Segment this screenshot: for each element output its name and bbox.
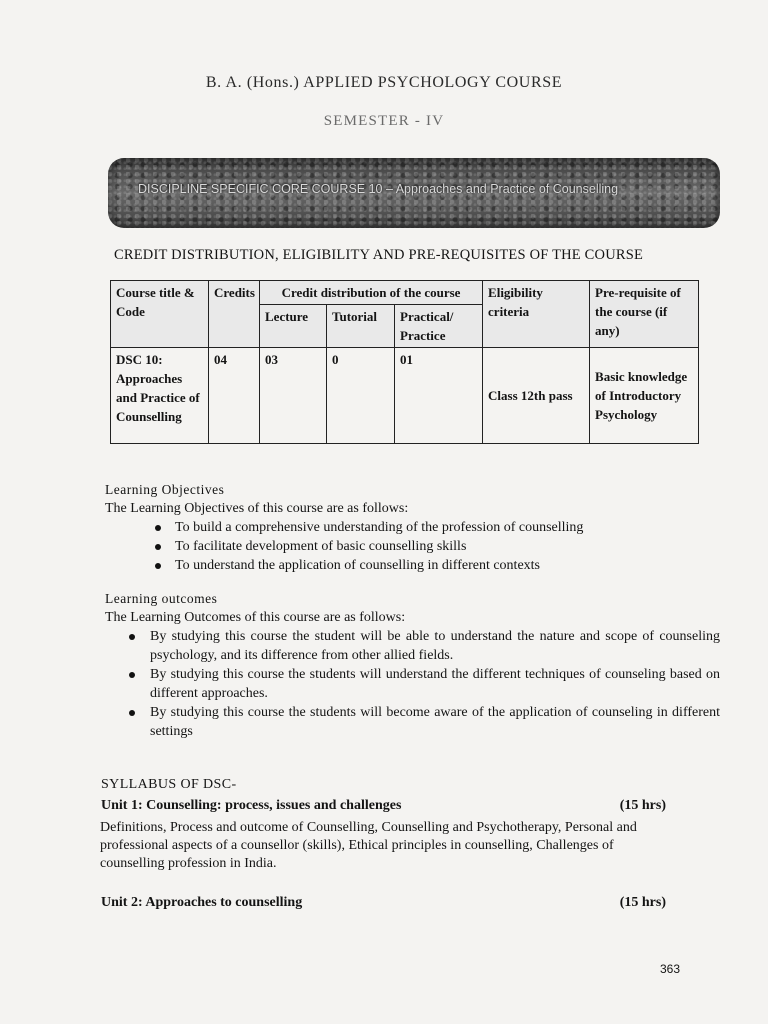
syllabus-heading: SYLLABUS OF DSC- <box>101 777 237 792</box>
header-course-title: Course title & Code <box>111 281 209 348</box>
header-credit-distribution: Credit distribution of the course <box>260 281 483 305</box>
list-item: By studying this course the students will understand the different techniques of counseling based on different approaches. <box>105 665 720 703</box>
document-title: B. A. (Hons.) APPLIED PSYCHOLOGY COURSE <box>205 74 563 91</box>
unit-1-text-b: , Ethical principles in counselling, Challenges of counselling profession in India. <box>100 838 614 871</box>
header-eligibility: Eligibility criteria <box>483 281 590 348</box>
credit-section-heading: CREDIT DISTRIBUTION, ELIGIBILITY AND PRE-REQUISITES OF THE COURSE <box>114 247 644 263</box>
header-prerequisite: Pre-requisite of the course (if any) <box>590 281 699 348</box>
unit-2-heading <box>101 895 666 911</box>
unit-2-hours: (15 hrs) <box>619 895 666 910</box>
learning-outcomes-heading: Learning outcomes <box>105 591 218 606</box>
cell-credits: 04 <box>209 348 260 444</box>
list-item: By studying this course the students will become aware of the application of counseling in different settings <box>105 703 720 741</box>
unit-1-description <box>100 819 660 873</box>
page-number: 363 <box>660 962 681 976</box>
learning-outcomes-section <box>105 589 720 741</box>
header-practical: Practical/ Practice <box>395 305 483 348</box>
course-banner <box>108 158 720 228</box>
unit-1-text-a: Definitions, Process and outcome of Counselling, Counselling and Psychotherapy, Personal and professional aspects of a counsellor (skills) <box>100 820 637 853</box>
unit-1-hours: (15 hrs) <box>619 798 666 813</box>
cell-practical: 01 <box>395 348 483 444</box>
header-lecture: Lecture <box>260 305 327 348</box>
course-banner-text: DISCIPLINE SPECIFIC CORE COURSE 10 – Approaches and Practice of Counselling <box>138 182 619 196</box>
learning-objectives-section <box>105 480 583 575</box>
list-item: To understand the application of counselling in different contexts <box>105 556 583 575</box>
semester-label: SEMESTER - IV <box>323 113 445 129</box>
cell-course: DSC 10: Approaches and Practice of Counselling <box>111 348 209 444</box>
header-tutorial: Tutorial <box>327 305 395 348</box>
learning-objectives-heading: Learning Objectives <box>105 482 225 497</box>
learning-outcomes-intro: The Learning Outcomes of this course are as follows: <box>105 610 406 625</box>
table-header-row <box>111 281 699 305</box>
cell-tutorial: 0 <box>327 348 395 444</box>
cell-lecture: 03 <box>260 348 327 444</box>
unit-1-heading <box>101 798 666 814</box>
learning-objectives-intro: The Learning Objectives of this course are as follows: <box>105 501 409 516</box>
table-row <box>111 348 699 444</box>
list-item: To facilitate development of basic counselling skills <box>105 537 583 556</box>
header-credits: Credits <box>209 281 260 348</box>
cell-prerequisite: Basic knowledge of Introductory Psychology <box>590 348 699 444</box>
credit-distribution-table <box>110 280 699 444</box>
list-item: By studying this course the student will be able to understand the nature and scope of counseling psychology, and its difference from other allied fields. <box>105 627 720 665</box>
learning-objectives-list <box>105 518 583 575</box>
unit-1-title: Unit 1: Counselling: process, issues and challenges <box>101 798 402 813</box>
learning-outcomes-list <box>105 627 720 741</box>
list-item: To build a comprehensive understanding of the profession of counselling <box>105 518 583 537</box>
unit-2-title: Unit 2: Approaches to counselling <box>101 895 303 910</box>
cell-eligibility: Class 12th pass <box>483 348 590 444</box>
